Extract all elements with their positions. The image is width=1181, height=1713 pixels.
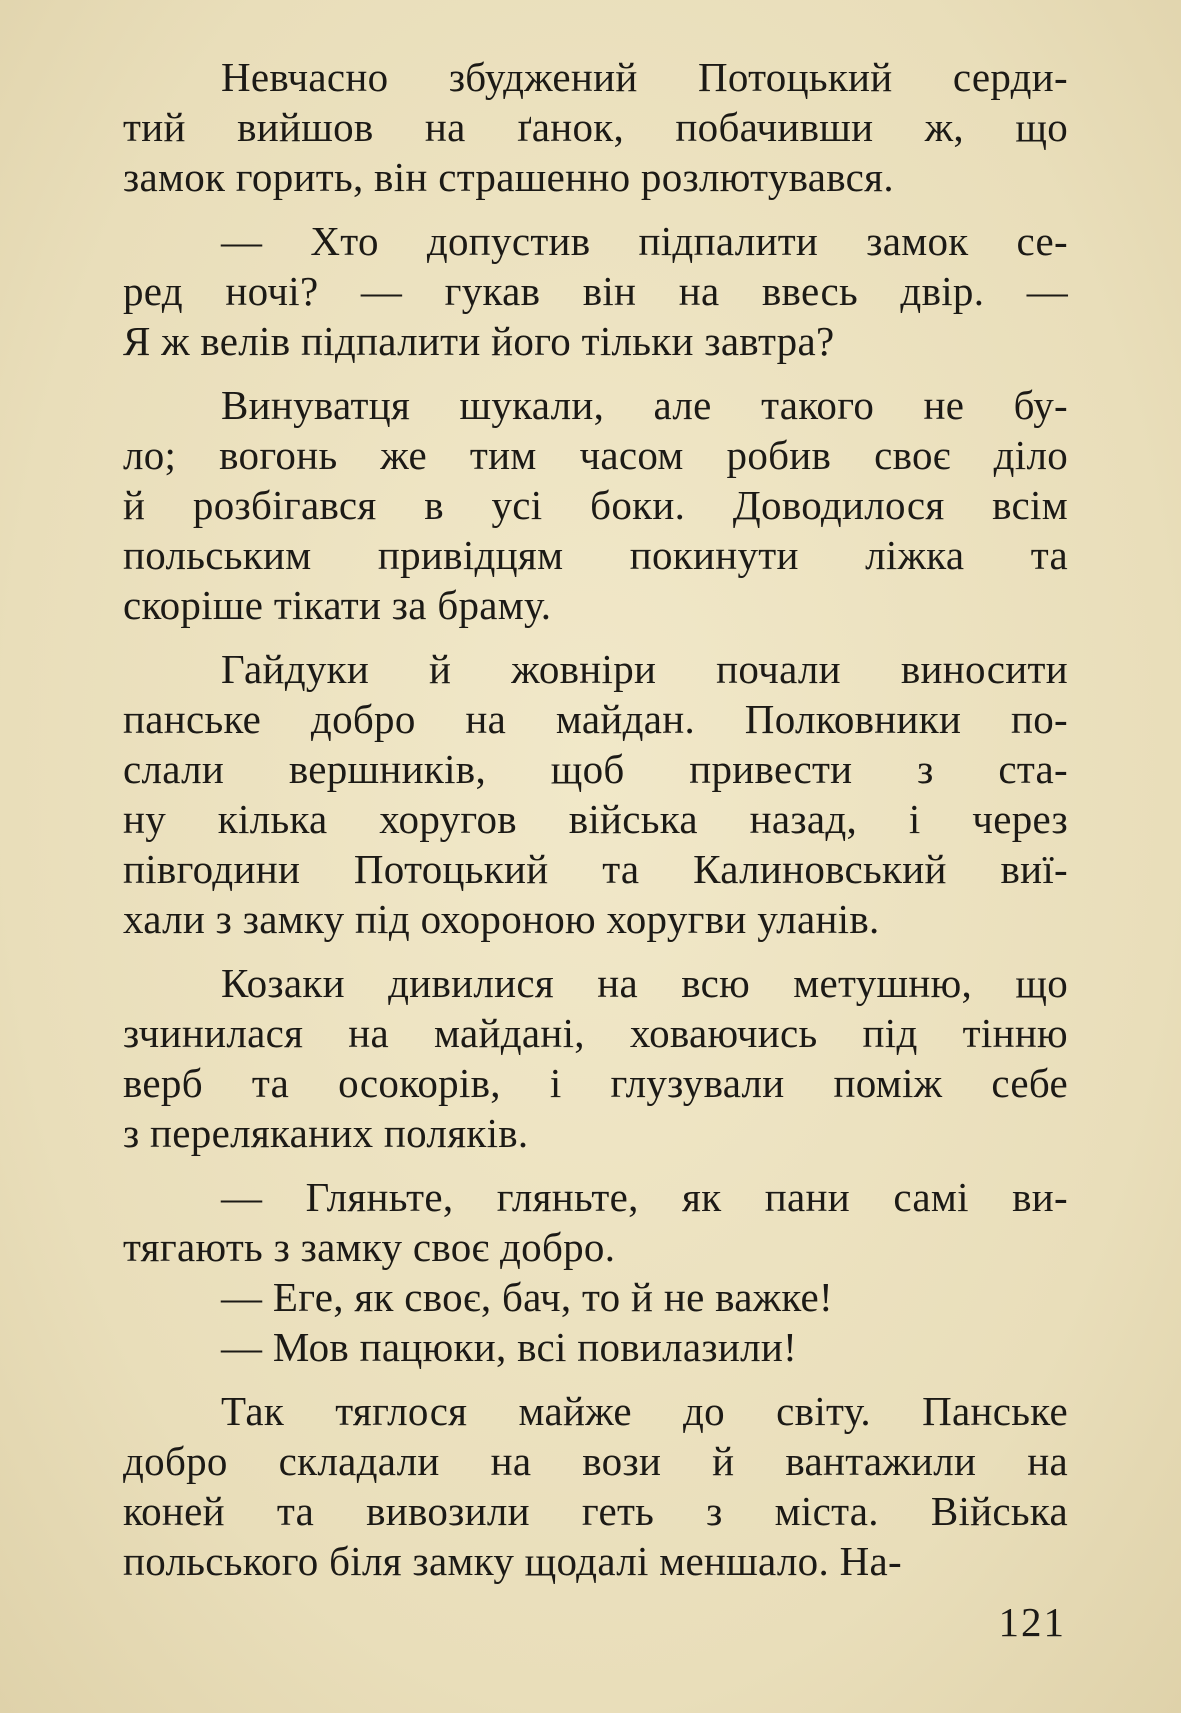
paragraph [123, 1322, 1068, 1372]
text-line: Я ж велів підпалити його тільки завтра? [123, 318, 835, 364]
text-line: польського біля замку щодалі меншало. На- [123, 1538, 902, 1584]
text-line: — Еге, як своє, бач, то й не важке! [221, 1274, 834, 1320]
paragraph [123, 52, 1068, 202]
text-line: Невчасно збуджений Потоцький серди- [221, 54, 1068, 100]
text-line: ло; вогонь же тим часом робив своє діло [123, 432, 1068, 478]
paragraph [123, 380, 1068, 630]
text-line: й розбігався в усі боки. Доводилося всім [123, 482, 1068, 528]
paragraph [123, 216, 1068, 366]
text-line: слали вершників, щоб привести з ста- [123, 746, 1068, 792]
body-text [123, 52, 1068, 1586]
paragraph [123, 1172, 1068, 1272]
text-line: коней та вивозили геть з міста. Війська [123, 1488, 1068, 1534]
text-line: Гайдуки й жовніри почали виносити [221, 646, 1068, 692]
text-line: півгодини Потоцький та Калиновський виї- [123, 846, 1068, 892]
text-line: скоріше тікати за браму. [123, 582, 552, 628]
text-line: панське добро на майдан. Полковники по- [123, 696, 1068, 742]
text-line: Так тяглося майже до світу. Панське [221, 1388, 1068, 1434]
text-line: тий вийшов на ґанок, побачивши ж, що [123, 104, 1068, 150]
paragraph [123, 644, 1068, 944]
paragraph [123, 958, 1068, 1158]
text-line: ну кілька хоругов війська назад, і через [123, 796, 1068, 842]
text-line: Козаки дивилися на всю метушню, що [221, 960, 1068, 1006]
text-line: польським привідцям покинути ліжка та [123, 532, 1068, 578]
paragraph [123, 1272, 1068, 1322]
text-line: — Мов пацюки, всі повилазили! [221, 1324, 798, 1370]
page-number: 121 [998, 1599, 1066, 1645]
text-line: хали з замку під охороною хоругви уланів. [123, 896, 880, 942]
text-line: верб та осокорів, і глузували поміж себе [123, 1060, 1068, 1106]
text-line: — Гляньте, гляньте, як пани самі ви- [221, 1174, 1068, 1220]
text-line: тягають з замку своє добро. [123, 1224, 616, 1270]
text-line: добро складали на вози й вантажили на [123, 1438, 1068, 1484]
text-line: з переляканих поляків. [123, 1110, 529, 1156]
paragraph [123, 1386, 1068, 1586]
text-line: зчинилася на майдані, ховаючись під тінню [123, 1010, 1068, 1056]
text-line: — Хто допустив підпалити замок се- [221, 218, 1068, 264]
text-line: Винуватця шукали, але такого не бу- [221, 382, 1068, 428]
text-line: замок горить, він страшенно розлютувався. [123, 154, 894, 200]
text-line: ред ночі? — гукав він на ввесь двір. — [123, 268, 1068, 314]
